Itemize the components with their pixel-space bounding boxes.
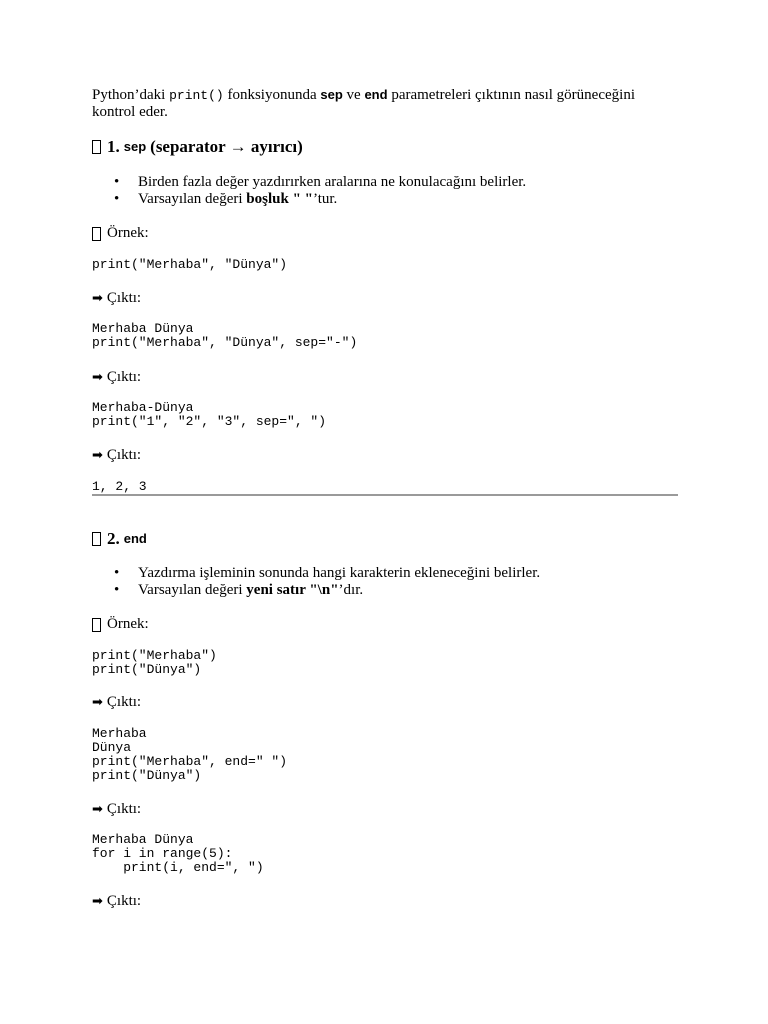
intro-text: ve: [342, 87, 365, 103]
heading-number: 1.: [107, 137, 120, 156]
bullet-text: Birden fazla değer yazdırırken aralarına ne konulacağını belirler.: [138, 174, 527, 190]
output-label: [92, 801, 141, 818]
bullet-text: ’tur.: [312, 191, 338, 207]
missing-glyph-icon: [92, 227, 101, 241]
example-label-text: Örnek:: [107, 225, 149, 241]
section-end-heading: [92, 528, 147, 550]
right-arrow-icon: ➡: [92, 894, 103, 909]
output-label-text: Çıktı:: [106, 290, 142, 306]
output-label-text: Çıktı:: [106, 893, 142, 909]
heading-number: 2.: [107, 529, 120, 548]
section-sep-heading: [92, 136, 303, 158]
right-arrow-icon: ➡: [92, 370, 103, 385]
right-arrow-icon: ➡: [92, 802, 103, 817]
code-block: Merhaba Dünya print("Merhaba", end=" ") print("Dünya"): [92, 726, 288, 783]
output-label-text: Çıktı:: [106, 447, 142, 463]
bullet-bold: boşluk " ": [246, 191, 313, 207]
missing-glyph-icon: [92, 532, 101, 546]
horizontal-rule: [92, 494, 678, 496]
list-item: [92, 582, 678, 599]
code-block: print("Merhaba") print("Dünya"): [92, 648, 217, 677]
bullet-text: ’dır.: [338, 582, 364, 598]
bullet-text: Yazdırma işleminin sonunda hangi karakterin ekleneceğini belirler.: [138, 565, 541, 581]
heading-text: (separator → ayırıcı): [150, 137, 303, 156]
intro-text: Python’daki: [92, 87, 170, 103]
intro-sep-keyword: sep: [320, 87, 343, 102]
heading-code: sep: [123, 139, 147, 154]
output-label: [92, 893, 141, 910]
code-block: Merhaba Dünya for i in range(5): print(i, end=", "): [92, 832, 264, 875]
example-label: [92, 225, 149, 242]
output-label-text: Çıktı:: [106, 801, 142, 817]
list-item: [92, 174, 678, 191]
output-label-text: Çıktı:: [106, 694, 142, 710]
section-sep-bullets: [92, 174, 678, 208]
section-end-bullets: [92, 565, 678, 599]
output-label: [92, 369, 141, 386]
missing-glyph-icon: [92, 618, 101, 632]
right-arrow-icon: ➡: [92, 448, 103, 463]
right-arrow-icon: ➡: [92, 291, 103, 306]
heading-code: end: [123, 531, 147, 546]
intro-text: fonksiyonunda: [223, 87, 321, 103]
list-item: [92, 191, 678, 208]
bullet-text: Varsayılan değeri: [138, 191, 247, 207]
right-arrow-icon: ➡: [92, 695, 103, 710]
intro-text: parametreleri çıktının nasıl görüneceğini kontrol eder.: [92, 87, 635, 120]
intro-end-keyword: end: [364, 87, 388, 102]
code-block: print("Merhaba", "Dünya"): [92, 257, 288, 272]
output-label: [92, 447, 141, 464]
missing-glyph-icon: [92, 140, 101, 154]
output-label: [92, 694, 141, 711]
list-item: [92, 565, 678, 582]
output-label-text: Çıktı:: [106, 369, 142, 385]
example-label-text: Örnek:: [107, 616, 149, 632]
code-block: Merhaba-Dünya print("1", "2", "3", sep=", "): [92, 400, 327, 429]
code-block: 1, 2, 3: [92, 479, 147, 494]
output-label: [92, 290, 141, 307]
bullet-bold: yeni satır "\n": [246, 582, 339, 598]
bullet-text: Varsayılan değeri: [138, 582, 247, 598]
code-block: Merhaba Dünya print("Merhaba", "Dünya", sep="-"): [92, 321, 358, 350]
example-label: [92, 616, 149, 633]
intro-paragraph: [92, 86, 678, 121]
intro-code-print: print(): [169, 88, 224, 103]
